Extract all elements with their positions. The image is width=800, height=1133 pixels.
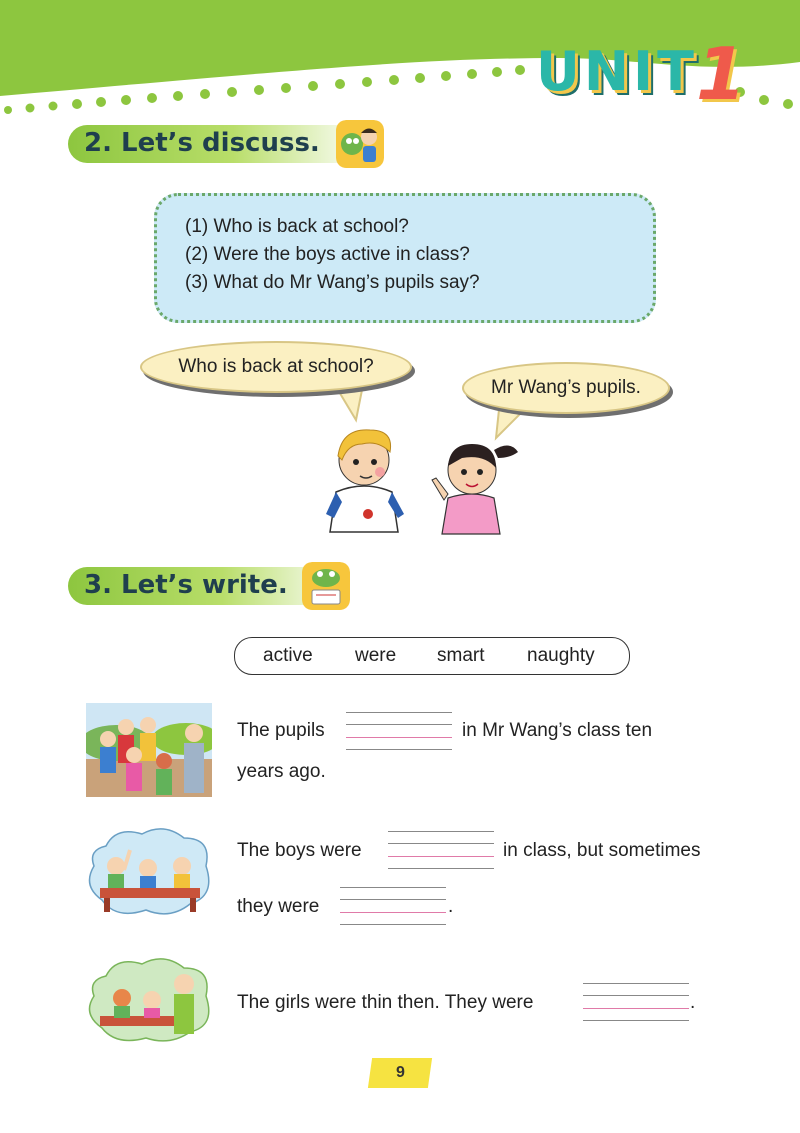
girl-speech-text: Mr Wang’s pupils. bbox=[491, 377, 641, 398]
pupils-teacher-picture bbox=[86, 703, 212, 797]
exercise-1-text-before: The pupils bbox=[237, 720, 325, 741]
word-bank bbox=[234, 637, 630, 675]
exercise-2-line-2: they were bbox=[237, 896, 320, 917]
girl-illustration bbox=[426, 436, 518, 536]
answer-blank-1[interactable] bbox=[346, 712, 452, 750]
exercise-1-text-after: in Mr Wang’s class ten bbox=[462, 720, 653, 741]
section-title: 3. Let’s write. bbox=[84, 570, 288, 600]
boy-illustration bbox=[318, 422, 410, 534]
word-bank-item: smart bbox=[437, 645, 485, 666]
classroom-boys-picture bbox=[86, 826, 214, 918]
word-bank-item: were bbox=[355, 645, 397, 666]
word-bank-item: naughty bbox=[527, 645, 595, 666]
word-bank-item: active bbox=[263, 645, 313, 666]
page-number bbox=[368, 1058, 432, 1088]
exercise-2-end-period: . bbox=[448, 896, 454, 917]
discuss-icon bbox=[336, 120, 384, 168]
answer-blank-4[interactable] bbox=[583, 983, 689, 1021]
question-2: (2) Were the boys active in class? bbox=[185, 244, 470, 265]
exercise-3-text-before: The girls were thin then. They were bbox=[237, 992, 534, 1013]
classroom-girls-picture bbox=[86, 956, 214, 1044]
exercise-1-line-2: years ago. bbox=[237, 761, 326, 782]
exercise-3-end-period: . bbox=[690, 992, 696, 1013]
speech-bubble-girl bbox=[462, 362, 670, 414]
section-title: 2. Let’s discuss. bbox=[84, 128, 320, 158]
exercise-2-text-after: in class, but sometimes bbox=[503, 840, 701, 861]
unit-number: 1 bbox=[696, 32, 747, 116]
section-header-discuss bbox=[68, 125, 368, 163]
question-3: (3) What do Mr Wang’s pupils say? bbox=[185, 272, 480, 293]
boy-speech-text: Who is back at school? bbox=[178, 356, 374, 377]
unit-title: UNIT bbox=[536, 40, 698, 103]
answer-blank-2[interactable] bbox=[388, 831, 494, 869]
answer-blank-3[interactable] bbox=[340, 887, 446, 925]
question-1: (1) Who is back at school? bbox=[185, 216, 409, 237]
speech-bubble-boy bbox=[140, 341, 412, 393]
write-icon bbox=[302, 562, 350, 610]
page-number-text: 9 bbox=[395, 1064, 405, 1081]
question-box bbox=[154, 193, 656, 323]
exercise-2-text-before: The boys were bbox=[237, 840, 362, 861]
